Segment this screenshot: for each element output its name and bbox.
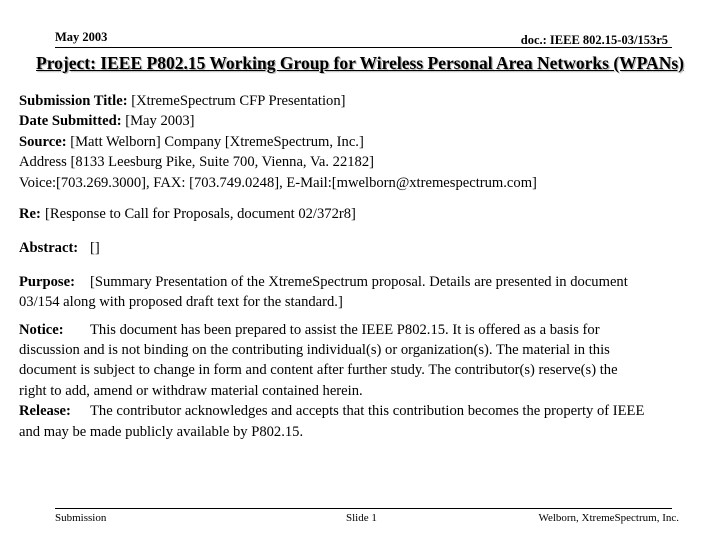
notice-label: Notice: (19, 321, 64, 338)
contact-line: Voice:[703.269.3000], FAX: [703.749.0248], E-Mail:[mwelborn@xtremespectrum.com] (19, 174, 537, 191)
source-line (19, 132, 705, 152)
address-line: Address [8133 Leesburg Pike, Suite 700, Vienna, Va. 22182] (19, 154, 375, 171)
abstract-label: Abstract: (19, 240, 79, 257)
header-divider (55, 47, 672, 48)
date-submitted-value: [May 2003] (125, 113, 195, 130)
slide-body (19, 91, 705, 442)
release-label: Release: (19, 403, 71, 420)
re-value: [Response to Call for Proposals, document 02/372r8] (45, 206, 356, 223)
notice-section (19, 320, 705, 402)
release-line-2: and may be made publicly available by P802.15. (19, 423, 304, 440)
abstract-line (19, 238, 705, 258)
purpose-line-1 (19, 272, 705, 292)
purpose-label: Purpose: (19, 273, 75, 290)
header-doc-id: doc.: IEEE 802.15-03/153r5 (520, 33, 668, 47)
notice-text-1: This document has been prepared to assist the IEEE P802.15. It is offered as a basis for (90, 321, 600, 338)
footer-slide-number: Slide 1 (346, 512, 377, 524)
release-line-1 (19, 401, 705, 421)
submission-title-line (19, 91, 705, 111)
date-submitted-label: Date Submitted: (19, 113, 122, 130)
source-value: [Matt Welborn] Company [XtremeSpectrum, Inc.] (70, 133, 364, 150)
purpose-text-1: [Summary Presentation of the XtremeSpectrum proposal. Details are presented in document (90, 273, 628, 290)
notice-line-3: document is subject to change in form and content after further study. The contributor(s) reserve(s) the (19, 362, 618, 379)
footer-left: Submission (55, 512, 107, 524)
date-submitted-line (19, 111, 705, 131)
submission-title-label: Submission Title: (19, 93, 128, 109)
header-date: May 2003 (55, 30, 108, 44)
submission-title-value: [XtremeSpectrum CFP Presentation] (131, 93, 346, 109)
source-label: Source: (19, 133, 67, 150)
abstract-value: [] (90, 240, 100, 257)
re-label: Re: (19, 206, 41, 223)
notice-line-1 (19, 320, 705, 340)
footer-right: Welborn, XtremeSpectrum, Inc. (538, 512, 679, 524)
release-text-1: The contributor acknowledges and accepts that this contribution becomes the property of IEEE (90, 403, 645, 420)
purpose-section (19, 272, 705, 313)
footer-divider (55, 508, 672, 509)
purpose-line-2: 03/154 along with proposed draft text for the standard.] (19, 294, 343, 311)
notice-line-2: discussion and is not binding on the contributing individual(s) or organization(s). The material in this (19, 342, 610, 359)
release-section (19, 401, 705, 442)
re-line (19, 204, 705, 224)
page-title: Project: IEEE P802.15 Working Group for Wireless Personal Area Networks (WPANs) (36, 53, 684, 73)
notice-line-4: right to add, amend or withdraw material contained herein. (19, 382, 363, 399)
